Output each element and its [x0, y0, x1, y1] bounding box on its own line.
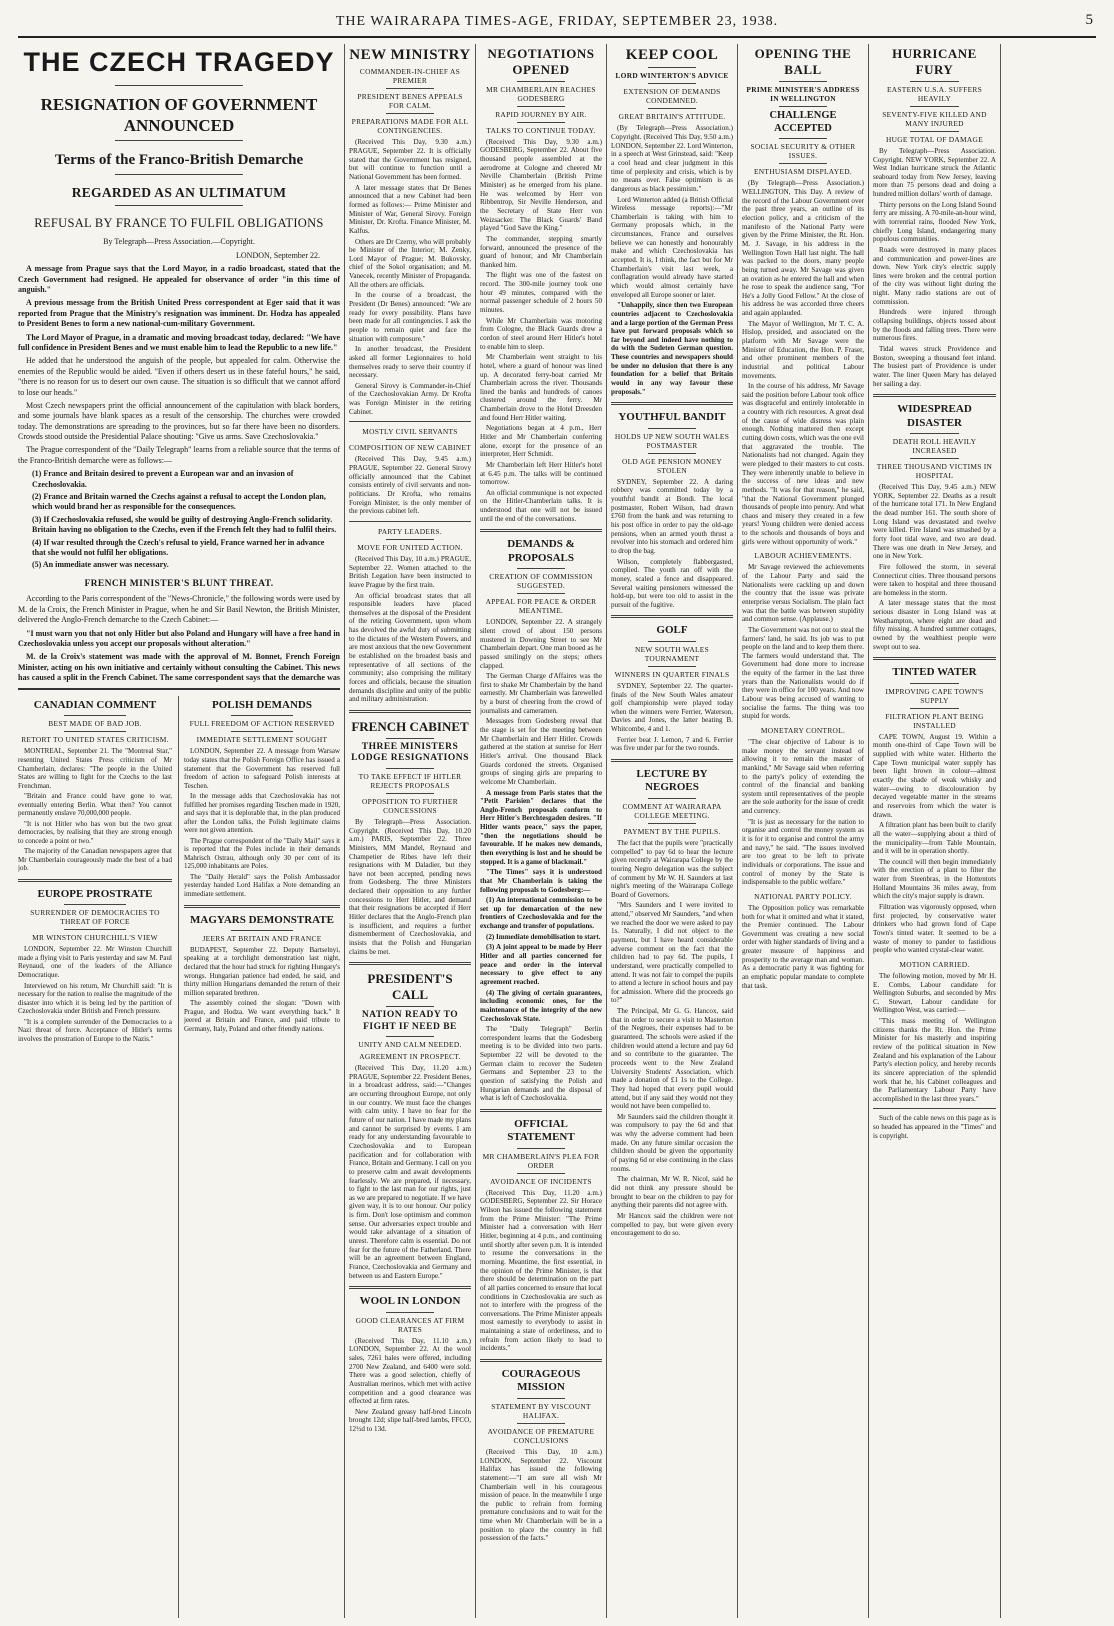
divider: [648, 108, 697, 109]
subheading: PRESIDENT BENES APPEALS FOR CALM.: [357, 92, 463, 111]
paragraph: "I must warn you that not only Hitler but also Poland and Hungary will have a free hand in Czechoslovakia unless you accept our proposals without alteration.": [18, 628, 340, 648]
divider: [648, 428, 697, 429]
subheading: COMPOSITION OF NEW CABINET: [349, 443, 471, 453]
paragraph: The "Daily Herald" says the Polish Ambassador yesterday handed Lord Halifax a Note demanding an immediate settlement.: [184, 872, 340, 898]
divider: [349, 710, 471, 713]
paragraph: Such of the cable news on this page as is so headed has appeared in the "Times" and is copyright.: [873, 1114, 996, 1140]
subheading: CHALLENGE ACCEPTED: [769, 109, 837, 134]
divider: [386, 1036, 435, 1037]
paragraph: The majority of the Canadian newspapers agree that Mr Chamberlain courageously made the best of a bad job.: [18, 847, 172, 873]
paragraph: "This mass meeting of Wellington citizens thanks the Rt. Hon. the Prime Minister for his masterly and inspiring review of the political situation in New Zealand and his explanation of the Labour Party's election policy, and hereby records its sincere appreciation of the splendid work that he, his Cabinet colleagues and the Parliamentary Labour Party have accomplished in the last three years.": [873, 1017, 996, 1103]
section-heading: FRENCH CABINET: [351, 718, 469, 734]
terms-list: [32, 469, 340, 571]
divider: [910, 433, 959, 434]
subheading: PAYMENT BY THE PUPILS.: [623, 826, 721, 836]
paragraph: (Received This Day, 9.45 a.m.) PRAGUE, September 22. General Sirovy officially announced that the Cabinet consists entirely of civil servants and non-politicians. Dr Krofta, who remains Foreign Minister, is the only member of the previous cabinet left.: [349, 455, 471, 516]
byline: By Telegraph—Press Association.—Copyright.: [103, 237, 255, 247]
divider: [873, 1108, 996, 1109]
section-heading: MONETARY CONTROL.: [760, 725, 846, 735]
paragraph: "The Times" says it is understood that Mr Chamberlain is taking the following proposals to Godesberg:—: [480, 868, 602, 894]
dateline: LONDON, September 22.: [236, 250, 320, 260]
paragraph: A previous message from the British United Press correspondent at Eger said that it was reported from Prague that the Ministry's resignation was imminent. Dr. Hodza has appealed to President Benes to form a new national-cum-military Government.: [18, 298, 340, 329]
divider: [517, 1398, 566, 1399]
subheading: PRIME MINISTER'S ADDRESS IN WELLINGTON: [746, 84, 860, 103]
divider: [184, 905, 340, 908]
paragraph: The fact that the pupils were "practically compelled" to pay 6d to hear the lecture given recently at Wairarapa College by the touring Negro delegation was the subject of comment by Mr W. H. Saunders at last night's meeting of the Wairarapa College Board of Governors.: [611, 838, 733, 899]
subheading: OLD AGE PENSION MONEY STOLEN: [621, 456, 723, 475]
divider: [517, 1148, 566, 1149]
paragraph: LONDON, September 22. A strangely silent crowd of about 150 persons mustered in Downing Street to see Mr Chamberlain depart. One man booed as he passed smilingly on the steps; others clapped.: [480, 618, 602, 670]
divider: [386, 539, 435, 540]
subheading: THREE MINISTERS LODGE RESIGNATIONS: [351, 741, 469, 764]
divider: [611, 615, 733, 618]
paragraph: In the message adds that Czechoslovakia has not fulfilled her promises regarding Teschen made in 1920, and says that it is deplorable that, in the plan produced after the London talks, the Polish legitimate claims were not given attention.: [184, 792, 340, 835]
divider: [386, 768, 435, 769]
section-heading: COURAGEOUS MISSION: [501, 1368, 581, 1394]
paragraph: The following motion, moved by Mr H. E. Combs, Labour candidate for Wellington Suburbs, and seconded by Mrs C. Stewart, Labour candidate for Wellington West, was carried:—: [873, 971, 996, 1015]
paragraph: "It is not Hitler who has won but the two great democracies, by realising that they are strong enough to concede a point or two.": [18, 819, 172, 845]
subheading: NATION READY TO FIGHT IF NEED BE: [361, 1009, 459, 1032]
divider: [910, 683, 959, 684]
lead-subhead-3: REGARDED AS AN ULTIMATUM: [71, 184, 287, 200]
paragraph: Most Czech newspapers print the official announcement of the capitulation with black borders, and some journals have blank spaces as a result of the censorship. The churches were crowded today. The demonstrations are spreading to the provinces, but so far there have been no disorders. Crowds stood outside the Presidential Palace shouting: "Give us arms. Save Czechoslovakia.": [18, 400, 340, 442]
subheading: OPPOSITION TO FURTHER CONCESSIONS: [362, 796, 458, 815]
divider: [648, 666, 697, 667]
divider: [349, 521, 471, 522]
divider: [480, 1359, 602, 1362]
paragraph: A filtration plant has been built to clarify all the water—supplying about a third of the municipality—from Table Mountain, and it will be in operation shortly.: [873, 821, 996, 856]
paragraph: SYDNEY, September 22. A daring robbery was committed today by a youthful bandit at Bondi. The local postmaster, Robert Wilson, had drawn £760 from the bank and was returning to his post office in order to pay the old-age pensions, when an armed youth thrust a revolver into his stomach and ordered him to drop the bag.: [611, 477, 733, 555]
section-heading: NEGOTIATIONS OPENED: [487, 46, 595, 77]
subheading: EASTERN U.S.A. SUFFERS HEAVILY: [886, 84, 983, 103]
paragraph: "Britain and France could have gone to war, eventually entering Berlin. What then? You cannot permanently enslave 70,000,000 people.: [18, 792, 172, 818]
subheading: GREAT BRITAIN'S ATTITUDE.: [618, 112, 726, 122]
subheading: SURRENDER OF DEMOCRACIES TO THREAT OF FORCE: [30, 908, 160, 927]
subheading: LORD WINTERTON'S ADVICE: [615, 71, 729, 81]
paragraph: Messages from Godesberg reveal that the stage is set for the meeting between Mr Chamberlain and Herr Hitler. Crowds gathered at the station at sunrise for Herr Hitler's arrival. One thousand Black Guards cordoned the streets. Organised groups of singing girls are preparing to welcome Mr Chamberlain.: [480, 717, 602, 786]
paragraph: CAPE TOWN, August 19. Within a month one-third of Cape Town will be supplied with white water. Hitherto the Cape Town municipal water supply has been light brown in colour—almost exactly the shade of weak whisky and water—owing to discolouration by decayed vegetable matter in the streams and reservoirs from which the water is drawn.: [873, 732, 996, 819]
subheading: SEVENTY-FIVE KILLED AND MANY INJURED: [882, 109, 987, 128]
subheading: MR CHAMBERLAIN REACHES GODESBERG: [486, 84, 596, 103]
subheading: HOLDS UP NEW SOUTH WALES POSTMASTER: [614, 431, 730, 450]
lead-subhead-4: REFUSAL BY FRANCE TO FULFIL OBLIGATIONS: [34, 216, 324, 231]
lead-title: THE CZECH TRAGEDY: [23, 47, 335, 77]
lead-subhead-2: Terms of the Franco-British Demarche: [54, 152, 304, 169]
column-rule: [1000, 44, 1001, 1618]
divider: [873, 657, 996, 660]
paragraph: (Received This Day, 9.30 a.m.) GODESBERG, September 22. About five thousand people assembled at the aerodrome at Cologne and cheered Mr Neville Chamberlain (British Prime Minister) as he emerged from his plane. He was welcomed by Herr von Ribbentrop, Sir Neville Henderson, and the Secretary of State Herr von Weizsacker. The Black Guards' Band played "God Save the King.": [480, 137, 602, 233]
divider: [873, 394, 996, 397]
paragraph: In another broadcast, the President asked all former Legionnaires to hold themselves ready to serve their country if necessary.: [349, 345, 471, 380]
paragraph: Wilson, completely flabbergasted, complied. The youth ran off with the money, scaled a fence and disappeared. Several waiting pensioners witnessed the hold-up, but were too old to assist in the pursuit of the fugitive.: [611, 557, 733, 609]
paragraph: Roads were destroyed in many places and communication and power-lines are down. New York city's electric supply lines were broken and the central portion of the city was without light during the night. Many radio stations are out of commission.: [873, 245, 996, 306]
negotiations-column: [480, 44, 602, 1614]
subheading: IMPROVING CAPE TOWN'S SUPPLY: [885, 686, 984, 705]
paragraph: M. de la Croix's statement was made with the approval of M. Bonnet, French Foreign Minister, acting on his own initiative and certainly without consulting the Cabinet. This news has caused a split in the French Cabinet. The same correspondent says that the demarche was: [18, 652, 340, 682]
paragraph: "The clear objective of Labour is to make money the servant instead of allowing it to remain the master of mankind," Mr Savage said when referring to the party's policy of extending the control of the financial and banking system until representatives of the people are the sole authority for the issue of credit and currency.: [742, 737, 864, 816]
paragraph: Hundreds were injured through collapsing buildings, objects tossed about by the floods and falling trees. There were numerous fires.: [873, 308, 996, 343]
subheading: AVOIDANCE OF INCIDENTS: [490, 1176, 592, 1186]
divider: [517, 1423, 566, 1424]
list-item: (2) France and Britain warned the Czechs against a refusal to accept the London plan, which would brand her as responsible for the consequences.: [32, 492, 326, 512]
paragraph: "It is just as necessary for the nation to organise and control the money system as it is for it to organise and control the army and navy," he said. "The issues involved are too great to be left to private individuals or corporations. The issue and control of money by the State is indispensable to the public welfare.": [742, 817, 864, 887]
subheading: THREE THOUSAND VICTIMS IN HOSPITAL: [876, 462, 993, 481]
divider: [648, 83, 697, 84]
paragraph: (Received This Day, 9.45 a.m.) NEW YORK, September 22. Deaths as a result of the hurricane total 171. In New England the dead number 161. The south shore of Long Island was devastated and twelve were killed. Fire Island was smashed by a forty foot tidal wave, and two are dead. There was one death in New Jersey, and one in New York.: [873, 483, 996, 561]
paragraph: Thirty persons on the Long Island Sound ferry are missing. A 70-mile-an-hour wind, with torrential rains, flooded New York, chiefly Long Island, endangering many populous communities.: [873, 200, 996, 244]
divider: [611, 402, 733, 405]
divider: [231, 930, 293, 931]
paragraph: An official broadcast states that all responsible leaders have placed themselves at the disposal of the President of the retiring Government, upon whom has devolved the awful duty of submitting to the dictates of the Western Powers, and are most anxious that the new Government be established on the broadest basis and representative of all sections of the community; also comprising the military forces and officials, because the situation demands discipline and unity of the public and military administration.: [349, 591, 471, 704]
divider: [517, 568, 566, 569]
divider: [648, 453, 697, 454]
opening-the-ball-column: [742, 44, 864, 1614]
masthead-title: THE WAIRARAPA TIMES-AGE, FRIDAY, SEPTEMBER 23, 1938.: [335, 14, 779, 29]
paragraph: (3) A joint appeal to be made by Herr Hitler and all parties concerned for peace and order in the interval necessary to give effect to any agreement reached.: [480, 943, 602, 986]
divider: [779, 106, 828, 107]
divider: [115, 85, 244, 86]
paragraph: He added that he understood the anguish of the people, but appealed for calm. Otherwise the enemies of the Republic would be aided. "Even if others desert us in these fateful hours," he said, "there is no reason for us to desert our own cause. The situation is so difficult that we cannot afford to lose our heads.": [18, 356, 340, 397]
divider: [611, 759, 733, 762]
divider: [64, 731, 126, 732]
paragraph: In the course of his address, Mr Savage said the position before Labour took office was disgraceful and entirely intolerable in a country with rich resources. A great deal of the cause of wide distress was plain enough. Nothing mattered then except cutting down costs, which was the one evil that aggravated the trouble. The Nationalists had not changed. Again they were pledged to their masters to cut costs. They were inherently unable to believe in the success of new ideas and new methods. "It was for that reason," he said, "that the National Government plunged thousands of people into penury. And what chaos and misery they created in a few years! Young children were denied access to the schools and thousands of boys and girls were without opportunity of work.": [742, 382, 864, 546]
list-item: (5) An immediate answer was necessary.: [32, 560, 169, 570]
subheading: GOOD CLEARANCES AT FIRM RATES: [355, 1315, 465, 1334]
paragraph: (By Telegraph—Press Association.) WELLINGTON, This Day. A review of the record of the Labour Government over the past three years, an outline of its election policy, and a criticism of the manifesto of the National Party were given by the Prime Minister, the Rt. Hon. M. J. Savage, in his address in the Wellington Town Hall last night. The hall was packed to the doors, many people being turned away. Mr Savage was given an ovation as he entered the hall and when he rose to speak the audience sang, "For He's a Jolly Good Fellow." At the close of his address he was accorded three cheers and again applauded.: [742, 179, 864, 318]
subheading: STATEMENT BY VISCOUNT HALIFAX.: [491, 1401, 591, 1420]
subheading: WINNERS IN QUARTER FINALS: [614, 669, 730, 679]
divider: [349, 421, 471, 422]
subheading: PREPARATIONS MADE FOR ALL CONTINGENCIES.: [351, 117, 469, 136]
paragraph: "Unhappily, since then two European countries adjacent to Czechoslovakia and a large portion of the German Press have put forward proposals which so far beyond and indeed have nothing to do with the Sudeten German question. These countries and newspapers should be under no delusion that there is any foundation for a belief that Britain would in any way favour these proposals.": [611, 301, 733, 396]
paragraph: The German Charge d'Affaires was the first to shake Mr Chamberlain by the hand earnestly. Mr Chamberlain was farewelled by a burst of cheering from the crowd of journalists and cameramen.: [480, 672, 602, 715]
paragraph: A message from Prague says that the Lord Mayor, in a radio broadcast, stated that the Czech Government had resigned. He appealed for observance of order "in this time of anguish.": [18, 264, 340, 295]
paragraph: The Government was not out to steal the farmers' land, he said. Its job was to put people on the land and to keep them there. The farmers would understand that. The Government had done more to increase the equity of the farmer in the last three years than the Nationalists would do if they were in office for 100 years. And now Labour was being accused of wanting to socialise the farms. The thing was too stupid for words.: [742, 625, 864, 721]
paragraph: "It is a complete surrender of the Democracies to a Nazi threat of force. Acceptance of Hitler's terms involves the prostration of Europe to the Nazis.": [18, 1017, 172, 1043]
paragraph: A later message states that Dr Benes announced that a new Cabinet had been formed as follows:— Prime Minister and Minister of War, General Sirovy. Foreign Minister, Dr. Krofta. Finance Minister, M. Kalfus.: [349, 183, 471, 235]
divider: [115, 174, 244, 175]
page-number: 5: [1085, 12, 1094, 28]
column-rule: [737, 44, 738, 1618]
paragraph: Interviewed on his return, Mr Churchill said: "It is necessary for the nation to realise the magnitude of the disaster into which it is being led by the partition of Czechoslovakia under British and French pressure.: [18, 981, 172, 1016]
divider: [386, 793, 435, 794]
paragraph: Mr Chamberlain left Herr Hitler's hotel at 6.45 p.m. The talks will be continued tomorrow.: [480, 460, 602, 487]
list-item: (3) If Czechoslovakia refused, she would be guilty of destroying Anglo-French solidarity. Britain having no obligation to the Czechs, even if the French felt they had to fulfil theirs.: [32, 514, 337, 535]
paragraph: The commander, stepping smartly forward, announced the presence of the guard of honour, and Mr Chamberlain thanked him.: [480, 234, 602, 269]
lead-bold-paragraphs: [18, 264, 340, 353]
paragraph: While Mr Chamberlain was motoring from Cologne, the Black Guards drew a cordon of steel around Herr Hitler's hotel to enable him to sleep.: [480, 316, 602, 351]
paragraph: MONTREAL, September 21. The "Montreal Star," resenting United States Press criticism of Mr Chamberlain, declares: "The people in the United States are willing to fight for the Czechs to the last Frenchman.: [18, 747, 172, 790]
keep-cool-column: [611, 44, 733, 1614]
subheading: CREATION OF COMMISSION SUGGESTED.: [489, 572, 593, 591]
paragraph: LONDON, September 22. Mr Winston Churchill made a flying visit to Paris yesterday and saw M. Paul Reynaud, one of the leaders of the Alliance Democratique.: [18, 945, 172, 979]
divider: [386, 1006, 435, 1007]
section-heading: NEW MINISTRY: [349, 47, 471, 63]
paragraph: Mr Saunders said the children thought it was compulsory to pay the 6d and that was why the adverse comment had been made. On any future similar occasion the children should be given the opportunity of paying 6d or else continuing in the class rooms.: [611, 1112, 733, 1173]
paragraph: "Mrs Saunders and I were invited to attend," observed Mr Saunders, "and when we reached the door we were asked to pay 1s. Naturally, I did not object to the payment, but I have heard considerable adverse comment on the fact that the children had to pay 6d. The pupils, I understand, were practically compelled to attend. It was not fair to compel the pupils to attend a lecture in school hours and pay for admission. Where did the proceeds go to?": [611, 901, 733, 1005]
paragraph: BUDAPEST, September 22. Deputy Bartselnyi, speaking at a torchlight demonstration last night, declared that the hour had struck for righting Hungary's wrongs. Hungarian patience had ended, he said, and thirty million Hungarians demanded the return of their million separated brethren.: [184, 945, 340, 997]
paragraph: LONDON, September 22. A message from Warsaw today states that the Polish Foreign Office has issued a statement that the Government has reserved full freedom of action to safeguard Polish interests at Teschen.: [184, 747, 340, 790]
paragraph: Ferrier beat J. Lemon, 7 and 6. Ferrier was five under par for the two rounds.: [611, 735, 733, 753]
paragraph: According to the Paris correspondent of the "News-Chronicle," the following words were used by M. de la Croix, the French Minister in Prague, when he and Sir Basil Newton, the British Minister, delivered the Anglo-French demarche to the Czech Cabinet:—: [18, 594, 340, 625]
subheading: AGREEMENT IN PROSPECT.: [359, 1052, 461, 1062]
section-heading: EUROPE PROSTRATE: [37, 887, 153, 900]
section-heading: LECTURE BY NEGROES: [636, 768, 708, 794]
divider: [648, 823, 697, 824]
section-heading: DEMANDS & PROPOSALS: [507, 538, 575, 564]
paragraph: A message from Paris states that the "Petit Parisien" declares that the Anglo-French proposals conform to Herr Hitler's Berchtesgaden desires. "If Hitler wants peace," says the paper, "then the negotiations should be favourable. If he makes new demands, then everything is lost and he should be stopped. It is a game of blackmail.": [480, 788, 602, 866]
section-heading: WOOL IN LONDON: [359, 1295, 461, 1308]
paragraph: (By Telegraph—Press Association.) Copyright. (Received This Day, 9.50 a.m.) LONDON, September 22. Lord Winterton, in a speech at West Grinstead, said: "Keep a cool head and clear judgment in this time of perplexity and crisis, which is by no means over. False optimism is as dangerous as black pessimism.": [611, 124, 733, 193]
divider: [779, 163, 828, 164]
divider: [64, 929, 126, 930]
lead-subhead-1: RESIGNATION OF GOVERNMENT ANNOUNCED: [40, 94, 318, 136]
subheading: MR CHAMBERLAIN'S PLEA FOR ORDER: [482, 1151, 600, 1170]
divider: [648, 641, 697, 642]
paragraph: Negotiations began at 4 p.m., Herr Hitler and Mr Chamberlain conferring alone, except for the presence of an interpreter, Herr Schmidt.: [480, 424, 602, 459]
subheading: HUGE TOTAL OF DAMAGE: [885, 134, 984, 144]
lead-story: [18, 44, 340, 682]
subheading: TALKS TO CONTINUE TODAY.: [486, 125, 596, 135]
paragraph: Mr Savage reviewed the achievements of the Labour Party and said the Nationalists were cackling up and down the country that the issue was private enterprise versus Socialism. The plain fact was that the battle was between stupidity and common sense. (Applause.): [742, 563, 864, 624]
paragraph: Fire followed the storm, in several Connecticut cities. Three thousand persons were taken to hospital and three thousand are homeless in the storm.: [873, 562, 996, 597]
paragraph: General Sirovy is Commander-in-Chief of the Czechoslovakian Army. Dr Krofta was Foreign Minister in the retiring Cabinet.: [349, 381, 471, 416]
subheading: FULL FREEDOM OF ACTION RESERVED: [189, 719, 335, 729]
section-heading: WIDESPREAD DISASTER: [897, 403, 972, 429]
divider: [386, 738, 435, 739]
divider: [517, 106, 566, 107]
divider: [648, 67, 697, 68]
subheading: MR WINSTON CHURCHILL'S VIEW: [32, 933, 158, 943]
subheading: JEERS AT BRITAIN AND FRANCE: [202, 933, 322, 943]
divider: [910, 81, 959, 82]
paragraph: In the course of a broadcast, the President (Dr Benes) announced: "We are ready for every possibility. Plans have been made for all contingencies. I ask the people to remain quiet and face the situation with composure.": [349, 291, 471, 343]
paragraph: The Mayor of Wellington, Mr T. C. A. Hislop, presided, and associated on the platform with Mr Savage were the Minister of Education, the Hon. P. Fraser, and other prominent members of the industrial and political Labour movements.: [742, 319, 864, 380]
divider: [18, 879, 172, 882]
divider: [64, 904, 126, 905]
section-heading: KEEP COOL: [625, 47, 719, 63]
divider: [517, 593, 566, 594]
divider: [517, 122, 566, 123]
list-item: (4) If war resulted through the Czech's refusal to yield, France warned her in advance that she would not fulfil her obligations.: [32, 537, 325, 557]
paragraph: Mr Hancox said the children were not compelled to pay, but were given every encouragement to do so.: [611, 1211, 733, 1238]
section-heading: OPENING THE BALL: [754, 46, 852, 77]
paragraph: (Received This Day, 10 a.m.) LONDON, September 22. Viscount Halifax has issued the following statement:—"I am sure all wish Mr Chamberlain well in his courageous mission of peace. In the meanwhile I urge the public to refrain from forming premature conclusions and to wait for the time when Mr Chamberlain will be in a position to place the country in full possession of the facts.": [480, 1447, 602, 1543]
paragraph: The Lord Mayor of Prague, in a dramatic and moving broadcast today, declared: "We have full confidence in President Benes and we must enable him to lead the Republic to a new life.": [18, 332, 340, 352]
divider: [349, 962, 471, 965]
divider: [480, 1109, 602, 1112]
divider: [910, 106, 959, 107]
section-heading: PARTY LEADERS.: [378, 526, 442, 536]
paragraph: By Telegraph—Press Association. Copyright. NEW YORK, September 22. A West Indian hurricane struck the Atlantic seaboard today from New Jersey, leaving more than 75 persons dead and doing a hundred million dollars' worth of damage.: [873, 146, 996, 199]
section-heading: TINTED WATER: [892, 666, 977, 679]
subheading: ENTHUSIASM DISPLAYED.: [753, 167, 852, 177]
divider: [910, 458, 959, 459]
column-rule: [344, 44, 345, 1618]
subheading: MOVE FOR UNITED ACTION.: [357, 542, 463, 552]
subheading: COMMENT AT WAIRARAPA COLLEGE MEETING.: [622, 801, 722, 820]
divider: [779, 81, 828, 82]
subheading: UNITY AND CALM NEEDED.: [358, 1040, 462, 1050]
paragraph: Tidal waves struck Providence and Boston, sweeping a thousand feet inland. The busiest part of Providence is under water. The liner Queen Mary has delayed her sailing a day.: [873, 344, 996, 388]
paragraph: The flight was one of the fastest on record. The 300-mile journey took one hour 49 minutes, compared with the normal passenger schedule of 2 hours 50 minutes.: [480, 271, 602, 315]
column-rule: [475, 44, 476, 1618]
divider: [231, 715, 293, 716]
subheading: BEST MADE OF BAD JOB.: [48, 719, 142, 729]
section-heading: OFFICIAL STATEMENT: [507, 1117, 575, 1144]
paragraph: (1) An international commission to be set up for demarcation of the new frontiers of Czechoslovakia and for the exchange and transfer of populations.: [480, 896, 602, 931]
subheading: APPEAL FOR PEACE & ORDER MEANTIME.: [485, 597, 597, 616]
section-heading: LABOUR ACHIEVEMENTS.: [754, 551, 852, 561]
section-heading: NATIONAL PARTY POLICY.: [754, 891, 852, 901]
divider: [517, 1173, 566, 1174]
paragraph: The Principal, Mr G. G. Hancox, said that in order to secure a visit to Masterton of the Negroes, their expenses had to be guaranteed. The schools were asked if the children would attend a lecture and pay 6d and so contribute to the guarantee. The proceeds went to the New Zealand University Students' Association, which made a donation of £1 1s to the College. They had hoped that every pupil would attend, but if any said they would not they would not have been compelled to.: [611, 1007, 733, 1111]
paragraph: (4) The giving of certain guarantees, including economic ones, for the maintenance of the integrity of the new Czechoslovak State.: [480, 988, 602, 1023]
divider: [115, 140, 244, 141]
section-heading: GOLF: [656, 624, 688, 637]
list-item: (1) France and Britain desired to prevent a European war and an invasion of Czechoslovakia.: [32, 469, 294, 489]
paragraph: Lord Winterton added (a British Official Wireless message reports):—"Mr Chamberlain is taking with him to Germany proposals which, in the circumstances, France and ourselves believe we can honestly and honourably make and which Czechoslovakia has accepted. It is, I think, the fact but for Mr Chamberlain's visit last week, a conflagration would already have started which would almost certainly have enveloped all Europe sooner or later.: [611, 195, 733, 299]
section-heading: PRESIDENT'S CALL: [367, 971, 453, 1003]
subheading: FILTRATION PLANT BEING INSTALLED: [885, 711, 984, 730]
paragraph: (Received This Day, 10 a.m.) PRAGUE, September 22. Women attached to the British Legation have been instructed to leave Prague by the first train.: [349, 554, 471, 589]
divider: [386, 1312, 435, 1313]
paragraph: The assembly coined the slogan: "Down with Prague, and Hodza. We want everything back." It jeered at Britain and France, and paid tribute to Germany, Italy, Poland and other friendly nations.: [184, 999, 340, 1033]
subheading: IMMEDIATE SETTLEMENT SOUGHT: [196, 735, 328, 745]
paragraph: SYDNEY, September 22. The quarter-finals of the New South Wales amateur golf championship were played today when the winners were Ferrier, Waterson, Davies and Jones, the latter beating B. Whitcombe, 4 and 1.: [611, 681, 733, 734]
subheading: TO TAKE EFFECT IF HITLER REJECTS PROPOSALS: [358, 771, 462, 790]
divider: [648, 798, 697, 799]
paragraph: The council will then begin immediately with the erection of a plant to filter the water from Steenbras, in the Hottentots Holland Mountains 36 miles away, from which the city's major supply is drawn.: [873, 857, 996, 901]
subheading: NEW SOUTH WALES TOURNAMENT: [634, 644, 710, 663]
divider: [64, 715, 126, 716]
divider: [386, 439, 435, 440]
divider: [910, 708, 959, 709]
masthead: [18, 8, 1096, 38]
new-ministry-column: [349, 44, 471, 1614]
paragraph: (Received This Day, 11.20 a.m.) PRAGUE, September 22. President Benes, in a broadcast address, said:—"Changes are occurring throughout Europe, not only in our country. We must face the changes with calm unity. I have no fear for the future of our nation. I have made my plans and cannot be surprised by events. I am ready for any understanding favourable to Czechoslovakia and to European pacification and for collaboration with France, Britain and Germany. I call on you to preserve calm and await developments fearlessly. We are prepared, if necessary, to fight to the last man for our rights, just as we are prepared to negotiate. If we have given way, it is to our honour. Our policy is firm. Don't lose optimism and common sense. Our adversaries expect trouble and would take advantage of a situation of unrest. Therefore calm is essential. Do not fear for the future of the Fatherland. There will be an agreement between England, France, Czechoslovakia and Germany and between us and Eastern Europe.": [349, 1064, 471, 1280]
hurricane-column: [873, 44, 996, 1614]
divider: [910, 131, 959, 132]
subheading: RAPID JOURNEY BY AIR.: [495, 109, 587, 119]
subheading: EXTENSION OF DEMANDS CONDEMNED.: [623, 87, 721, 106]
divider: [386, 113, 435, 114]
polish-demands-column: [184, 696, 340, 1616]
paragraph: An official communique is not expected on the Hitler-Chamberlain talks. It is understood that one will not be issued until the end of the conversations.: [480, 488, 602, 523]
paragraph: (Received This Day, 11.10 a.m.) LONDON, September 22. At the wool sales, 7261 bales were offered, including 2700 New Zealand, and 6400 were sold. There was a good selection, chiefly of Australian merinos, which met with active competition and a good clearance was effected at firm rates.: [349, 1336, 471, 1406]
column-rule: [606, 44, 607, 1618]
divider: [231, 731, 293, 732]
subheading: RETORT TO UNITED STATES CRITICISM.: [21, 735, 169, 745]
subheading: AVOIDANCE OF PREMATURE CONCLUSIONS: [487, 1426, 595, 1445]
paragraph: Filtration was vigorously opposed, when first projected, by conservative water drinkers who had grown fond of Cape Town's tinted water. It seemed to be a waste of money to pander to fastidious people who wanted crystal-clear water.: [873, 902, 996, 955]
column-rule: [868, 44, 869, 1618]
subheading: COMMANDER-IN-CHIEF AS PREMIER: [359, 67, 461, 86]
divider: [480, 529, 602, 532]
divider: [386, 88, 435, 89]
canadian-comment-column: [18, 696, 172, 1616]
divider: [779, 138, 828, 139]
subheading: DEATH ROLL HEAVILY INCREASED: [892, 436, 977, 456]
divider: [349, 1286, 471, 1289]
paragraph: The Prague correspondent of the "Daily Telegraph" learns from a reliable source that the terms of the Franco-British demarche were as follows:—: [18, 445, 340, 465]
section-heading: FRENCH MINISTER'S BLUNT THREAT.: [84, 578, 274, 589]
section-heading: POLISH DEMANDS: [212, 699, 312, 711]
paragraph: New Zealand greasy half-bred Lincoln brought 12d; slipe half-bred lambs, FFCO, 12½d to 13d.: [349, 1407, 471, 1434]
paragraph: (Received This Day, 11.20 a.m.) GODESBERG, September 22. Sir Horace Wilson has issued the following statement from the Prime Minister: "The Prime Minister had a conversation with Herr Hitler, beginning at 4 p.m., and continuing until shortly after seven p.m. It is intended to resume the conversations in the morning. Meantime, the first essential, in the opinion of the Prime Minister, is that there should be determination on the part of all parties concerned to ensure that local conditions in Czechoslovakia are such as not to interfere with the progress of the conversations. The Prime Minister appeals most earnestly to everybody to assist in maintaining a state of orderliness, and to refrain from action likely to lead to incidents.": [480, 1188, 602, 1353]
paragraph: Others are Dr Czerny, who will probably be Minister of the Interior; M. Zenky, Lord Mayor of Prague; M. Bukovsky, chief of the Sokol organisation; and M. Vanecek, recently Minister of Propaganda. All the others are officials.: [349, 237, 471, 289]
paragraph: The Opposition policy was remarkable both for what it omitted and what it stated, the Premier continued. The Labour Government was creating a new social order with higher standards of living and a greater measure of happiness and prosperity to the average man and woman. As a democratic party it was fighting for an emphatic popular mandate to complete that task.: [742, 903, 864, 990]
paragraph: A later message states that the most serious disaster in Long Island was at Westhampton, where eight are dead and fifty missing. A hundred summer cottages, owned by the wealthiest people were swept out to sea.: [873, 599, 996, 651]
section-heading: CANADIAN COMMENT: [33, 699, 157, 711]
section-heading: HURRICANE FURY: [892, 46, 977, 77]
section-heading: YOUTHFUL BANDIT: [618, 411, 726, 424]
column-rule: [178, 696, 179, 1618]
divider: [18, 688, 340, 690]
divider: [517, 81, 566, 82]
divider: [115, 205, 244, 206]
section-heading: MAGYARS DEMONSTRATE: [190, 913, 334, 926]
paragraph: (2) Immediate demobilisation to start.: [486, 932, 601, 941]
section-heading: MOSTLY CIVIL SERVANTS: [362, 427, 458, 437]
paragraph: Mr Chamberlain went straight to his hotel, where a guard of honour was lined up. A decorated ferry-boat carried Mr Chamberlain across the river. Thousands lined the banks and hundreds of canoes clustered around the ferry. Mr Chamberlain drove to the Hotel Dreesden and found Herr Hitler waiting.: [480, 353, 602, 422]
subheading: SOCIAL SECURITY & OTHER ISSUES.: [750, 142, 856, 161]
paragraph: The "Daily Telegraph" Berlin correspondent learns that the Godesberg meeting is to be divided into two parts. September 22 will be devoted to the German claim to recover the Sudeten Germans and September 23 to the question of satisfying the Polish and Hungarian demands and the disposal of what is left of Czechoslovakia.: [480, 1025, 602, 1103]
paragraph: (Received This Day, 9.30 a.m.) PRAGUE, September 22. It is officially stated that the Government has resigned, but will continue to function until a National Government has been formed.: [349, 138, 471, 182]
paragraph: The chairman, Mr W. R. Nicol, said he did not think any pressure should be brought to bear on the children to pay for anything their parents did not agree with.: [611, 1175, 733, 1210]
section-heading: MOTION CARRIED.: [899, 959, 970, 969]
paragraph: By Telegraph—Press Association. Copyright. (Received This Day, 10.20 a.m.) PARIS, September 22. Three Ministers, MM Mandel, Reynaud and Champetier de Ribes have left their resignations with M Daladier, but they have not been accepted, pending news from Godesberg. The three Ministers declared their opposition to any further concessions to Herr Hitler, and demand that their resignations be accepted if Herr Hitler declares that the Anglo-French plan is insufficient, and requires a further dismemberment of Czechoslovakia, and insists that the Polish and Hungarian claims be met.: [349, 817, 471, 956]
paragraph: The Prague correspondent of the "Daily Mail" says it is reported that the Poles include in their demands Mahrisch Ostrau, although only 30 per cent of its 125,000 inhabitants are Poles.: [184, 836, 340, 871]
